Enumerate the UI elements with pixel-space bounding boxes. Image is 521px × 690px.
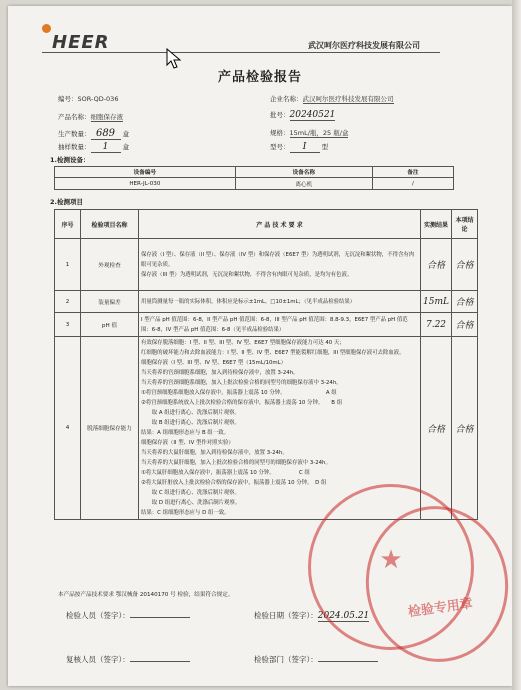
row-item: 外观检查	[81, 239, 139, 291]
company-value: 武汉呵尔医疗科技发展有限公司	[302, 95, 394, 103]
quantity-unit: 盒	[122, 130, 130, 138]
requirement-line: 保存液（III 型）为透明试剂，无沉淀和絮状物，不得含有肉眼可见杂质，是均匀有色液。	[141, 271, 353, 278]
sample-unit: 盒	[122, 143, 130, 151]
product-value: 细胞保存液	[90, 113, 123, 121]
number-field	[58, 94, 118, 103]
row-conclusion: 合格	[452, 291, 478, 313]
inspect-date-label: 检验日期（签字）：	[254, 611, 318, 620]
requirement-line: 取 D 组进行离心、洗涤后制片观察。	[141, 500, 241, 506]
inspection-table	[54, 209, 478, 520]
header-item: 检验项目名称	[81, 210, 139, 239]
product-field	[58, 112, 123, 122]
inspector-label: 检验人员（签字）：	[66, 611, 130, 620]
sample-label: 抽样数量：	[58, 143, 91, 151]
requirement-line: I 型产品 pH 值范围：6-8，II 型产品 pH 值范围：6-8，III 型产品 pH 值范围：8.8-9.3，E6E7 型产品 pH 值范围：6-8，IV 型产品 pH 值范围：6-8（见半成品检验结果）	[141, 316, 408, 333]
row-no: 1	[55, 239, 81, 291]
row-result: 合格	[421, 239, 452, 291]
logo-dot-icon	[42, 24, 51, 33]
quantity-label: 生产数量：	[58, 130, 91, 138]
conformity-note: 本产品按产品技术要求 鄂汉械备 20140170 号 检验，结果符合规定。	[58, 592, 234, 598]
table-row	[55, 239, 478, 291]
header-result: 实测结果	[421, 210, 452, 239]
spec-field	[270, 128, 348, 138]
row-requirement	[139, 239, 421, 291]
row-result: 7.22	[421, 313, 452, 337]
batch-value: 20240521	[289, 110, 336, 120]
row-item: 脱落细胞保存能力	[81, 337, 139, 520]
sample-value: 1	[91, 142, 121, 153]
inspector-signature	[66, 610, 190, 621]
table-row	[55, 178, 454, 190]
reviewer-label: 复核人员（签字）：	[66, 655, 130, 664]
equipment-header-remark: 备注	[372, 167, 453, 178]
row-conclusion: 合格	[452, 313, 478, 337]
requirement-line: ①将大鼠肝细胞放入保存液中，振荡器上震荡 10 分钟。 C 组	[141, 470, 310, 476]
qc-seal-text: 检验专用章	[407, 596, 474, 621]
row-result: 合格	[421, 337, 452, 520]
row-requirement	[139, 313, 421, 337]
dept-label: 检验部门（签字）：	[254, 655, 318, 664]
requirement-line: 细胞保存液（II 型、IV 型作对照实验）	[141, 440, 234, 446]
page-title: 产品检验报告	[217, 70, 302, 85]
model-unit: 型	[321, 143, 329, 151]
row-conclusion: 合格	[452, 337, 478, 520]
requirement-line: ①将宫颈细胞系细胞放入保存液中，振荡器上震荡 10 分钟。 A 组	[141, 390, 337, 396]
header-requirement: 产 品 技 术 要 求	[139, 210, 421, 239]
requirement-line: 当天将养的大鼠肝细胞，加入到待检保存液中，放置 3-24h。	[141, 450, 288, 456]
row-no: 3	[55, 313, 81, 337]
equipment-id: HER-JL-030	[55, 178, 236, 190]
equipment-header-name: 设备名称	[235, 167, 372, 178]
equipment-remark: /	[372, 178, 453, 190]
equipment-name: 离心机	[235, 178, 372, 190]
requirement-line: 红细胞的破坏能力和去除血液能力：I 型、II 型、IV 型、E6E7 型能裂解红细胞，III 型细胞保存液可去除血液。	[141, 350, 405, 356]
row-item: 装量偏差	[81, 291, 139, 313]
equipment-header-id: 设备编号	[55, 167, 236, 178]
row-item: pH 值	[81, 313, 139, 337]
requirement-line: 细胞保存液（I 型、III 型、IV 型、E6E7 型（15mL/10mL）	[141, 360, 287, 366]
requirement-line: 当天将养的大鼠肝细胞，加入上批次检验合格的同型号的细胞保存液中 3-24h。	[141, 460, 331, 466]
requirement-line: 用量筒测量每一瓶的实际体积，体积应是标示±1mL。□10±1mL；（见半成品检验结果）	[141, 298, 356, 305]
spec-value: 15mL/瓶，25 瓶/盒	[289, 129, 349, 137]
quantity-value: 689	[91, 128, 121, 140]
table-row	[55, 291, 478, 313]
dept-signature	[254, 654, 378, 665]
requirement-line: 取 A 组进行离心、洗涤后制片观察。	[141, 410, 240, 416]
dept-sign-line	[318, 661, 378, 662]
row-result: 15mL	[421, 291, 452, 313]
model-label: 型号：	[270, 143, 290, 151]
requirement-line: 取 C 组进行离心、洗涤后制片观察。	[141, 490, 240, 496]
number-label: 编号：	[58, 95, 78, 103]
requirement-line: 保存液（I 型）、保存液（II 型）、保存液（IV 型）和保存液（E6E7 型）为透明试剂，无沉淀和絮状物，不得含有肉眼可见杂质。	[141, 251, 415, 268]
sample-field	[58, 142, 129, 153]
requirement-line: 当天将养的宫颈细胞系细胞，加入到待检保存液中，放置 3-24h。	[141, 370, 299, 376]
model-value: I	[290, 142, 320, 153]
inspect-date-value: 2024.05.21	[317, 611, 370, 621]
reviewer-sign-line	[130, 661, 190, 662]
mouse-pointer-icon	[166, 48, 182, 70]
equipment-section-title: 1.检测设备：	[50, 156, 90, 164]
requirement-line: 有效保存脱落细胞：I 型、II 型、III 型、IV 型、E6E7 型细胞保存液能力可达 40 天；	[141, 340, 345, 346]
requirement-line: 取 B 组进行离心、洗涤后制片观察。	[141, 420, 240, 426]
equipment-table	[54, 166, 454, 190]
seal-star-icon: ★	[379, 545, 403, 575]
batch-field	[270, 110, 335, 121]
row-conclusion: 合格	[452, 239, 478, 291]
company-label: 企业名称：	[270, 95, 303, 103]
table-row	[55, 313, 478, 337]
requirement-line: 当天将养的宫颈细胞系细胞，加入上批次检验合格的同型号的细胞保存液中 3-24h。	[141, 380, 342, 386]
row-requirement	[139, 291, 421, 313]
company-logo: HEER	[52, 32, 110, 53]
page-edge	[512, 0, 521, 690]
company-field	[270, 94, 394, 104]
items-section-title: 2.检测项目	[50, 198, 83, 206]
model-field	[270, 142, 328, 153]
header-conclusion: 本项结论	[452, 210, 478, 239]
requirement-line: 结果：A 组细胞形态应与 B 组一致。	[141, 430, 229, 436]
quantity-field	[58, 128, 129, 140]
row-no: 2	[55, 291, 81, 313]
header-divider	[42, 52, 440, 53]
requirement-line: ②将大鼠肝脏放入上批次检验合格的保存液中，振荡器上震荡 10 分钟。 D 组	[141, 480, 327, 486]
company-header: 武汉呵尔医疗科技发展有限公司	[308, 41, 420, 50]
report-page	[8, 6, 512, 686]
row-no: 4	[55, 337, 81, 520]
requirement-line: ②将宫颈细胞系统放入上批次检验合格的保存液中，振荡器上震荡 10 分钟。 B 组	[141, 400, 343, 406]
number-value: SOR-QD-036	[77, 95, 119, 103]
requirement-line: 结果：C 组细胞形态应与 D 组一致。	[141, 510, 230, 516]
header-no: 序号	[55, 210, 81, 239]
inspector-sign-line	[130, 617, 190, 618]
product-label: 产品名称：	[58, 113, 91, 121]
reviewer-signature	[66, 654, 190, 665]
batch-label: 批号：	[270, 111, 290, 119]
spec-label: 规格：	[270, 129, 290, 137]
